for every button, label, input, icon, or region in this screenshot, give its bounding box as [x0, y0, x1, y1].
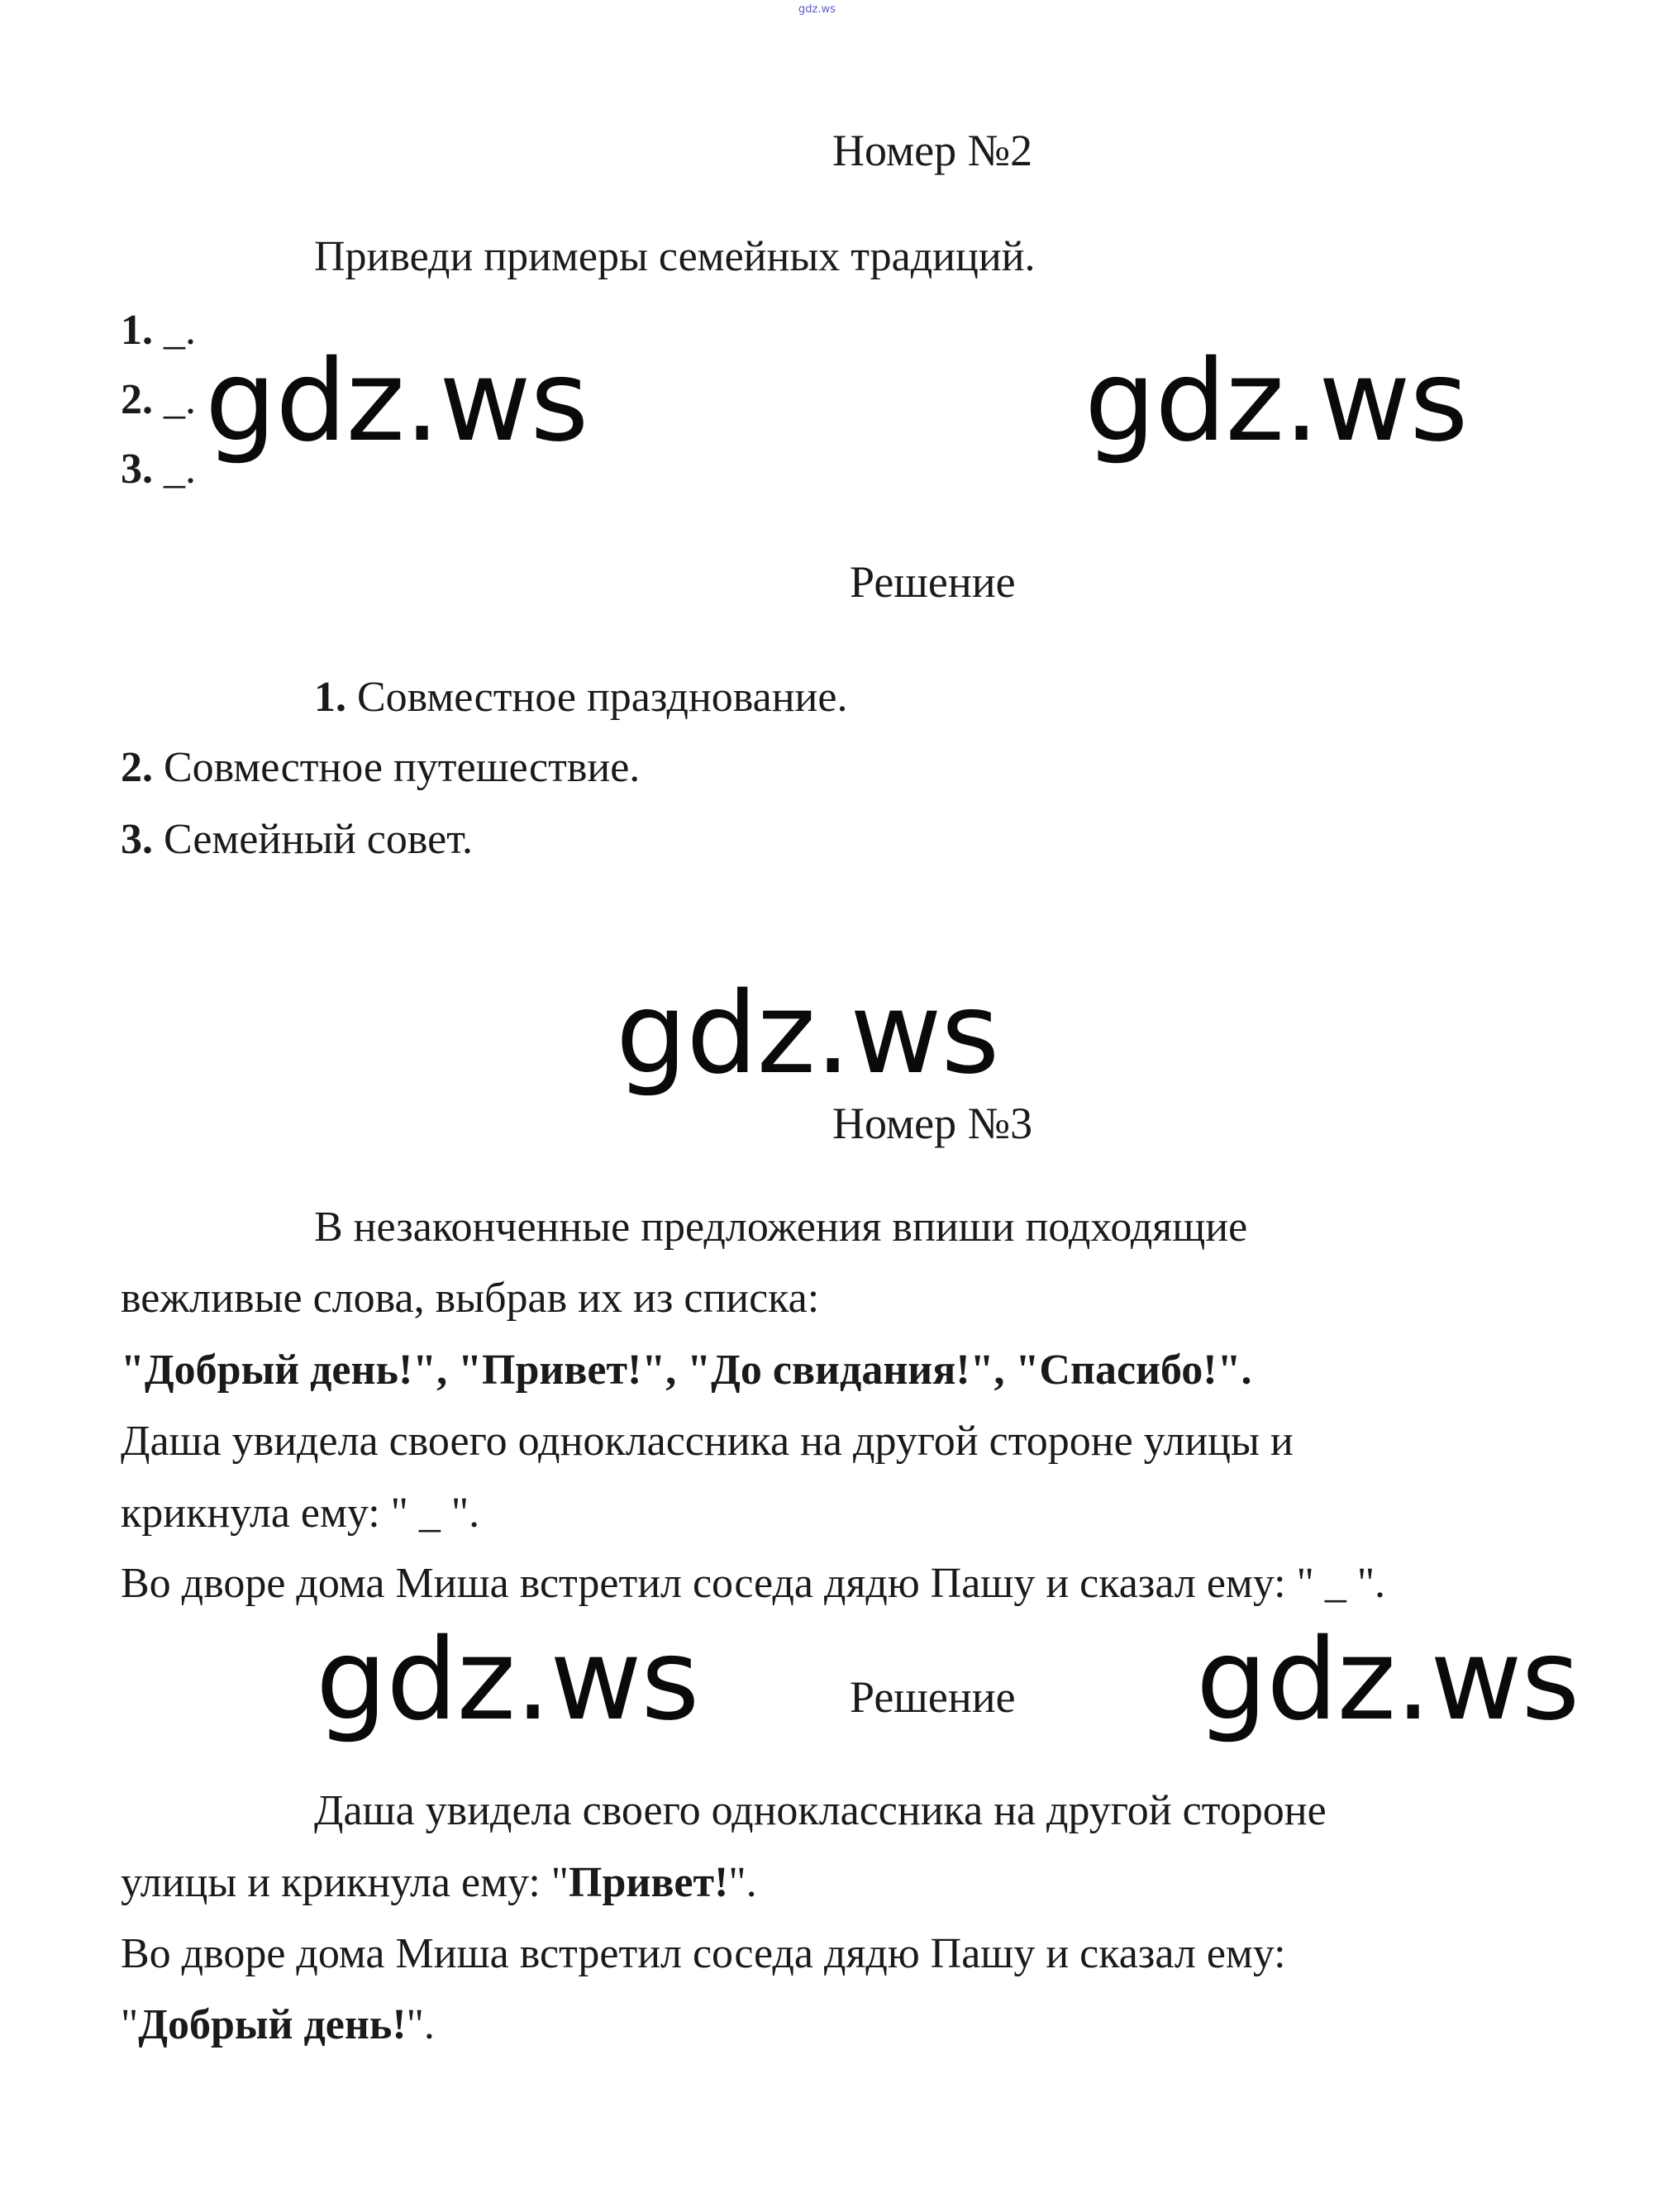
answer-suffix: ".	[406, 2001, 435, 2048]
blank-text: _.	[164, 307, 196, 354]
top-site-mark: gdz.ws	[798, 3, 836, 16]
task2-answer-1	[314, 676, 847, 719]
watermark-logo: gdz.ws	[205, 336, 588, 467]
task3-q2-line1: Во дворе дома Миша встретил соседа дядю Пашу и сказал ему: " _ ".	[121, 1560, 1386, 1607]
answer-num: 3.	[121, 816, 153, 863]
task3-a1-line2	[121, 1859, 757, 1906]
answer-bold: Привет!	[569, 1859, 729, 1906]
watermark-logo: gdz.ws	[1084, 336, 1468, 467]
watermark-logo: gdz.ws	[616, 969, 999, 1099]
blank-num: 3.	[121, 446, 153, 493]
answer-text: Совместное празднование.	[357, 674, 848, 721]
task2-blank-1	[121, 309, 196, 352]
blank-num: 2.	[121, 376, 153, 423]
answer-prefix: улицы и крикнула ему: "	[121, 1859, 569, 1906]
task2-answer-2	[121, 746, 640, 789]
answer-prefix: "	[121, 2001, 139, 2048]
blank-text: _.	[164, 376, 196, 423]
answer-bold: Добрый день!	[138, 2001, 407, 2048]
task3-title: Номер №3	[832, 1099, 1033, 1148]
blank-num: 1.	[121, 307, 153, 354]
task2-blank-2	[121, 376, 196, 423]
task3-options: "Добрый день!", "Привет!", "До свидания!", "Спасибо!".	[121, 1347, 1252, 1394]
task3-q1-line1: Даша увидела своего одноклассника на другой стороне улицы и	[121, 1418, 1294, 1465]
task2-answer-3	[121, 818, 473, 861]
task2-prompt: Приведи примеры семейных традиций.	[314, 233, 1036, 280]
answer-num: 1.	[314, 674, 346, 721]
task3-a1-line1: Даша увидела своего одноклассника на другой стороне	[314, 1787, 1327, 1834]
task3-prompt-line2: вежливые слова, выбрав их из списка:	[121, 1275, 820, 1322]
task3-a2-line2	[121, 2001, 435, 2048]
blank-text: _.	[164, 446, 196, 493]
task3-a2-line1: Во дворе дома Миша встретил соседа дядю Пашу и сказал ему:	[121, 1930, 1286, 1977]
watermark-logo: gdz.ws	[1196, 1615, 1580, 1746]
answer-text: Совместное путешествие.	[164, 744, 641, 791]
answer-suffix: ".	[728, 1859, 757, 1906]
task2-blank-3	[121, 448, 196, 491]
watermark-logo: gdz.ws	[316, 1615, 699, 1746]
task3-q1-line2: крикнула ему: " _ ".	[121, 1490, 480, 1537]
answer-num: 2.	[121, 744, 153, 791]
task2-title: Номер №2	[832, 126, 1033, 175]
answer-text: Семейный совет.	[164, 816, 474, 863]
task3-prompt-line1: В незаконченные предложения впиши подходящие	[314, 1204, 1248, 1251]
task3-solution-title: Решение	[850, 1672, 1016, 1722]
task2-solution-title: Решение	[850, 557, 1016, 607]
